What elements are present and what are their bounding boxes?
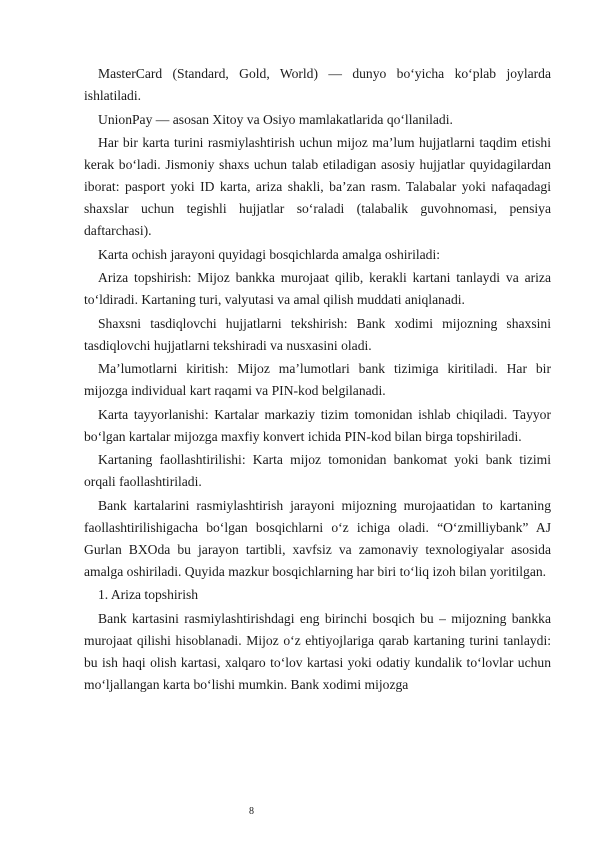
paragraph-step-identity-check: Shaxsni tasdiqlovchi hujjatlarni tekshirish: Bank xodimi mijozning shaxsini tasdiqlovchi hujjatlarni tekshiradi va nusxasini oladi. bbox=[84, 315, 551, 353]
paragraph-step-activation: Kartaning faollashtirilishi: Karta mijoz tomonidan bankomat yoki bank tizimi orqali faollashtiriladi. bbox=[84, 452, 551, 489]
paragraph-process-overview: Bank kartalarini rasmiylashtirish jarayoni mijozning murojaatidan to kartaning faollashtirilishigacha bo‘lgan bosqichlarni o‘z ichiga oladi. “O‘zmilliybank” AJ Gurlan BXOda bu jarayon tartibli, xavfsiz va zamonaviy texnologiyalar asosida amalga oshiriladi. Quyida mazkur bosqichlarning har biri to‘liq izoh bilan yoritilgan. bbox=[84, 497, 551, 579]
paragraph-step-card-preparation: Karta tayyorlanishi: Kartalar markaziy tizim tomonidan ishlab chiqiladi. Tayyor bo‘lgan kartalar mijozga maxfiy konvert ichida PIN-kod bilan birga topshiriladi. bbox=[84, 406, 551, 444]
paragraph-process-intro: Karta ochish jarayoni quyidagi bosqichlarda amalga oshiriladi: bbox=[98, 246, 441, 262]
paragraph-step-data-entry: Ma’lumotlarni kiritish: Mijoz ma’lumotlari bank tizimiga kiritiladi. Har bir mijozga individual kart raqami va PIN-kod belgilanadi. bbox=[84, 361, 551, 398]
paragraph-application-details: Bank kartasini rasmiylashtirishdagi eng birinchi bosqich bu – mijozning bankka murojaat qilishi hisoblanadi. Mijoz o‘z ehtiyojlariga qarab kartaning turini tanlaydi: bu ish haqi olish kartasi, xalqaro to‘lov kartasi yoki odatiy kundalik to‘lovlar uchun mo‘ljallangan karta bo‘lishi mumkin. Bank xodimi mijozga bbox=[84, 610, 551, 692]
page-number: 8 bbox=[249, 806, 254, 817]
paragraph-required-documents: Har bir karta turini rasmiylashtirish uchun mijoz ma’lum hujjatlarni taqdim etishi kerak bo‘ladi. Jismoniy shaxs uchun talab etiladigan asosiy hujjatlar quyidagilardan iborat: pasport yoki ID karta, ariza shakli, ba’zan rasm. Talabalar yoki nafaqadagi shaxslar uchun tegishli hujjatlar so‘raladi (talabalik guvohnomasi, pensiya daftarchasi). bbox=[84, 135, 551, 238]
paragraph-unionpay: UnionPay — asosan Xitoy va Osiyo mamlakatlarida qo‘llaniladi. bbox=[98, 111, 453, 127]
paragraph-mastercard: MasterCard (Standard, Gold, World) — dunyo bo‘yicha ko‘plab joylarda ishlatiladi. bbox=[84, 66, 551, 103]
paragraph-step-application: Ariza topshirish: Mijoz bankka murojaat qilib, kerakli kartani tanlaydi va ariza to‘ldiradi. Kartaning turi, valyutasi va amal qilish muddati aniqlanadi. bbox=[84, 270, 551, 307]
section-heading-application: 1. Ariza topshirish bbox=[98, 587, 199, 602]
body-text bbox=[84, 63, 551, 697]
